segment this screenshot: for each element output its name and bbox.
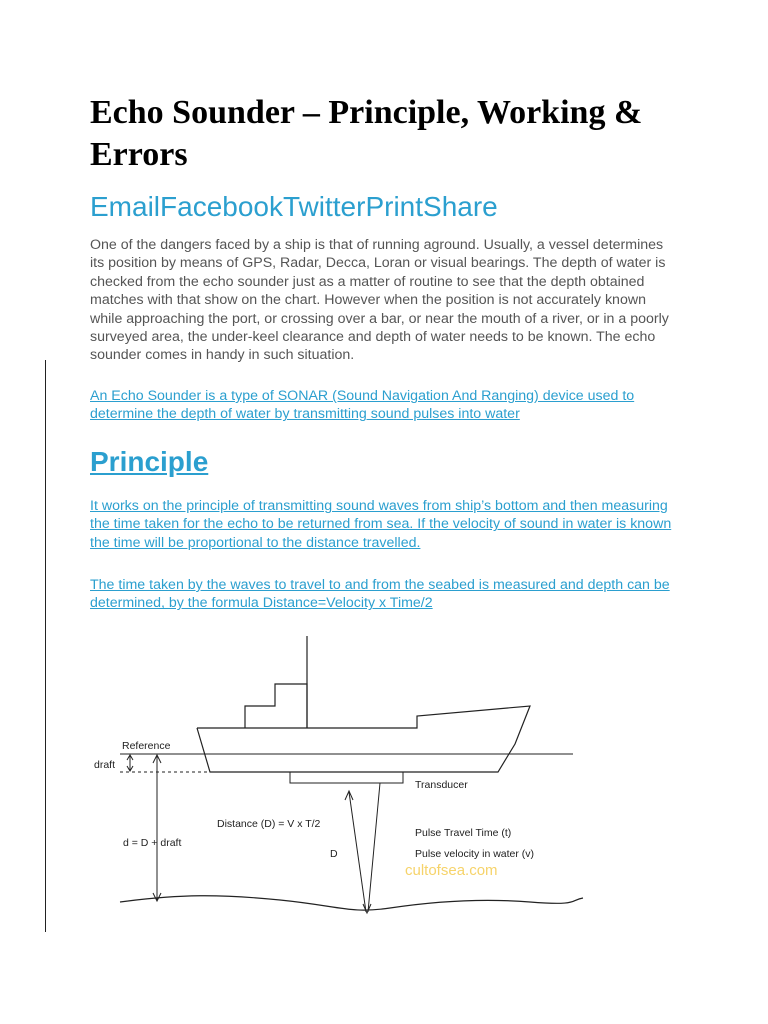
depth-formula-label: d = D + draft xyxy=(123,837,182,849)
reference-label: Reference xyxy=(122,740,171,752)
ship-superstructure xyxy=(245,684,307,728)
transducer-label: Transducer xyxy=(415,779,468,791)
d-label: D xyxy=(330,848,338,860)
pulse-time-label: Pulse Travel Time (t) xyxy=(415,827,512,839)
pulse-arrow-head-down xyxy=(363,904,371,913)
pulse-velocity-label: Pulse velocity in water (v) xyxy=(415,848,535,860)
echo-sounder-diagram xyxy=(90,632,610,917)
definition-link[interactable]: An Echo Sounder is a type of SONAR (Sound Navigation And Ranging) device used to determine the depth of water by transmitting sound pulses into water xyxy=(90,388,635,423)
share-links xyxy=(90,188,498,226)
share-email-link[interactable]: Email xyxy=(90,191,161,222)
watermark-label: cultofsea.com xyxy=(405,862,498,879)
principle-paragraph-2[interactable]: The time taken by the waves to travel to and from the seabed is measured and depth can be determined, by the formula Distance=Velocity x Time/2 xyxy=(90,577,670,612)
page-margin-line xyxy=(45,360,46,932)
share-facebook-link[interactable]: Facebook xyxy=(160,191,283,222)
distance-formula-label: Distance (D) = V x T/2 xyxy=(217,818,321,830)
principle-paragraph-1[interactable]: It works on the principle of transmitting sound waves from ship’s bottom and then measuring the time taken for the echo to be returned from sea. If the velocity of sound in water is known the time will be proportional to the distance travelled. xyxy=(90,498,672,551)
article-title: Echo Sounder – Principle, Working & Errors xyxy=(90,94,643,173)
intro-paragraph: One of the dangers faced by a ship is that of running aground. Usually, a vessel determines its position by means of GPS, Radar, Decca, Loran or visual bearings. The depth of water is checked from the echo sounder just as a matter of routine to see that the depth obtained matches with that show on the chart. However when the position is not accurately known while approaching the port, or crossing over a bar, or near the mouth of a river, or in a poorly surveyed area, the under-keel clearance and depth of water needs to be known. The echo sounder comes in handy in such situation. xyxy=(90,237,669,364)
ship-hull xyxy=(197,706,530,772)
draft-label: draft xyxy=(94,759,116,771)
transducer-box xyxy=(290,772,403,783)
share-twitter-link[interactable]: Twitter xyxy=(282,191,366,222)
principle-heading[interactable]: Principle xyxy=(90,446,209,477)
share-share-link[interactable]: Share xyxy=(423,191,498,222)
pulse-beam-down xyxy=(349,792,366,912)
seabed-line xyxy=(120,896,583,910)
share-print-link[interactable]: Print xyxy=(365,191,424,222)
pulse-beam-up xyxy=(368,783,380,912)
